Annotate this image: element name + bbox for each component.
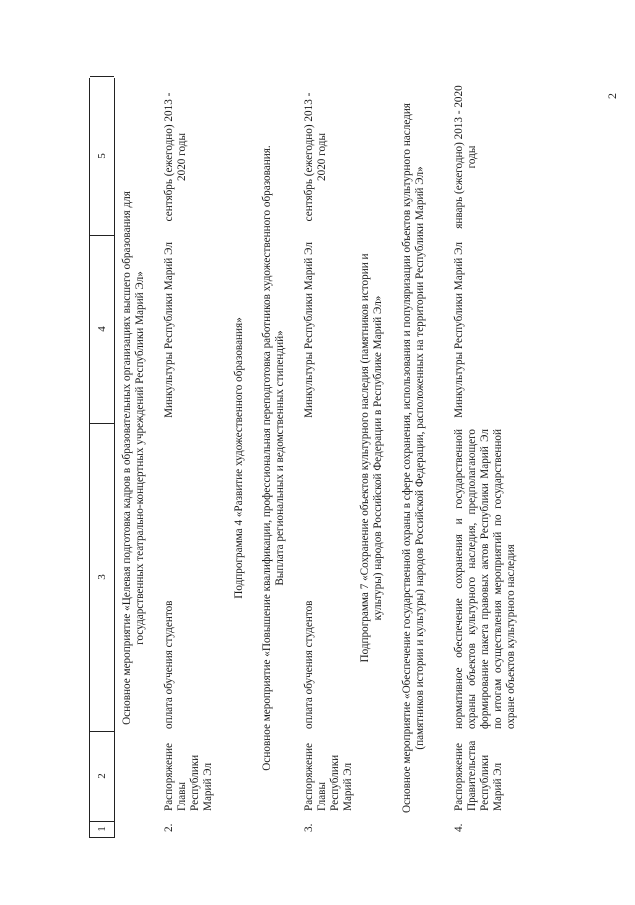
table-row-4 (453, 78, 563, 838)
section-2 (233, 78, 246, 838)
section-2-block (261, 78, 287, 838)
header-col-4: 4 (90, 235, 114, 424)
row-4-document: Распоряжение Правительства Республики Марий Эл (453, 740, 504, 811)
row-2-number: 2. (163, 823, 175, 832)
header-col-3: 3 (90, 423, 114, 732)
row-2-document: Распоряжение Главы Республики Марий Эл (163, 743, 214, 811)
table-row-2 (163, 78, 233, 838)
table-header-row (89, 78, 115, 838)
rotated-table (89, 38, 609, 838)
table-row-3 (303, 78, 363, 838)
row-3-number: 3. (303, 823, 315, 832)
row-4-number: 4. (453, 823, 465, 832)
row-3-document: Распоряжение Главы Республики Марий Эл (303, 743, 354, 811)
row-3-activity: оплата обучения студентов (303, 600, 315, 729)
row-4-executor: Минкультуры Республики Марий Эл (453, 242, 465, 418)
section-3-block (401, 78, 427, 838)
row-2-activity: оплата обучения студентов (163, 600, 175, 729)
page-number: 2 (605, 93, 619, 99)
header-col-1: 1 (90, 821, 114, 838)
section-1 (121, 78, 147, 838)
section-2-title: Основное мероприятие «Повышение квалификации, профессиональная переподготовка работников художественного образования. Выплата региональных и ведомственных стипендий» (261, 145, 286, 771)
header-col-2: 2 (90, 731, 114, 822)
row-4-term: январь (ежегодно) 2013 - 2020 годы (453, 85, 478, 229)
row-2-executor: Минкультуры Республики Марий Эл (163, 242, 175, 418)
subprogram-7-title: Подпрограмма 7 «Сохранение объектов культурного наследия (памятников истории и культуры) народов Российской Федерации в Республике Марий Эл» (359, 253, 384, 663)
subprogram-4-title: Подпрограмма 4 «Развитие художественного образования» (233, 317, 245, 599)
row-3-term: сентябрь (ежегодно) 2013 - 2020 годы (303, 92, 328, 222)
row-4-activity: нормативное обеспечение сохранения и государственной охраны объектов культурного наследия, предполагающего формирование пакета правовых актов Республики Марий Эл по итогам осуществления мероприятий по государственной охране объектов культурного наследия (453, 429, 517, 729)
row-3-executor: Минкультуры Республики Марий Эл (303, 242, 315, 418)
section-3 (359, 78, 385, 838)
header-col-5: 5 (90, 76, 114, 236)
section-1-title: Основное мероприятие «Целевая подготовка кадров в образовательных организациях высшего образования для государственных театрально-концертных учреждений Республики Марий Эл» (121, 191, 146, 725)
section-3-title: Основное мероприятие «Обеспечение государственной охраны в сфере сохранения, использования и популяризации объектов культурного наследия (памятников истории и культуры) народов Российской Федерации, расположенных на территории Республики Марий Эл» (401, 103, 426, 813)
row-2-term: сентябрь (ежегодно) 2013 - 2020 годы (163, 92, 188, 222)
